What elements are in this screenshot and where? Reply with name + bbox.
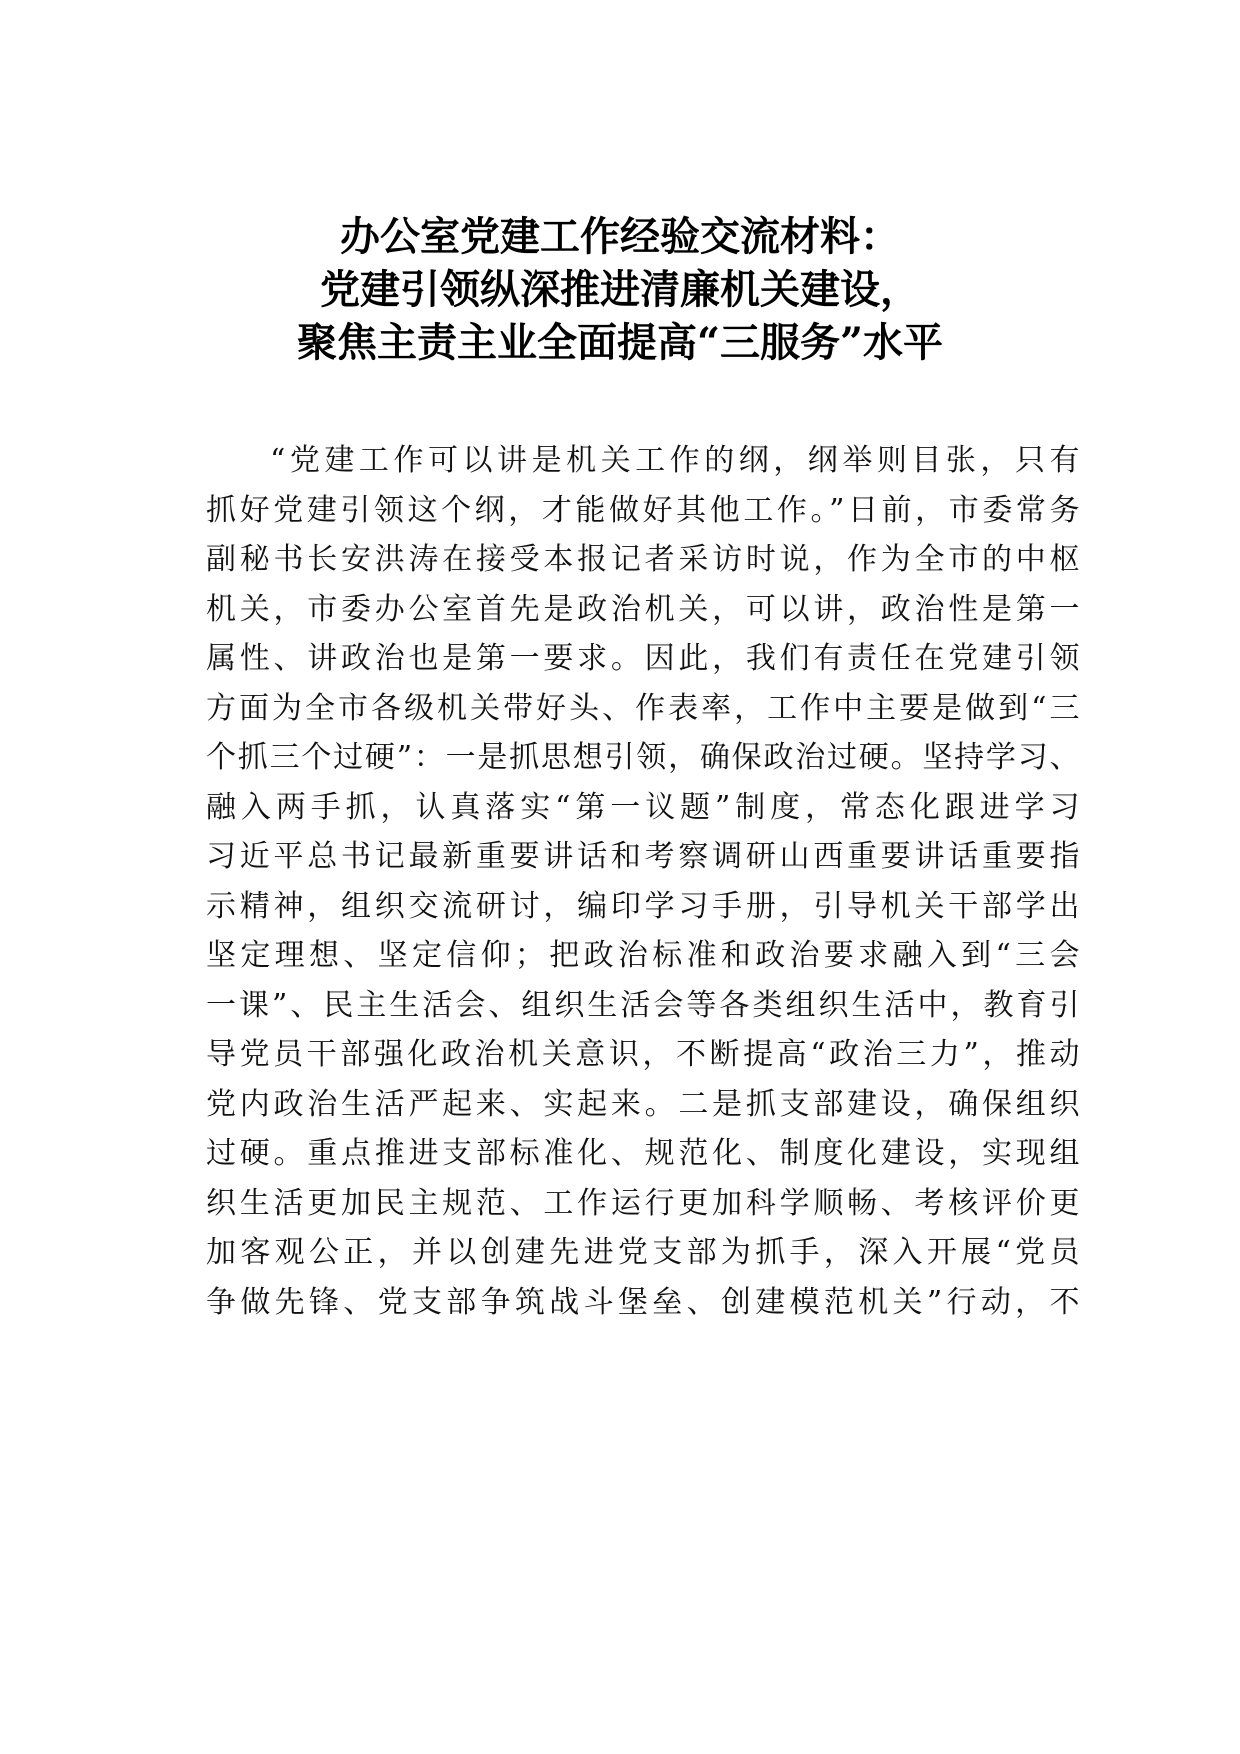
body-line: 融入两手抓，认真落实“第一议题”制度，常态化跟进学习 (206, 789, 1080, 825)
title-line-3: 聚焦主责主业全面提高“三服务”水平 (296, 319, 943, 366)
body-line: 机关，市委办公室首先是政治机关，可以讲，政治性是第一 (206, 591, 1080, 627)
body-line: 个抓三个过硬”：一是抓思想引领，确保政治过硬。坚持学习、 (206, 740, 1080, 775)
body-line: 示精神，组织交流研讨，编印学习手册，引导机关干部学出 (206, 888, 1080, 924)
body-line: 织生活更加民主规范、工作运行更加科学顺畅、考核评价更 (206, 1185, 1080, 1221)
body-line: 一课”、民主生活会、组织生活会等各类组织生活中，教育引 (206, 987, 1080, 1023)
body-line: 副秘书长安洪涛在接受本报记者采访时说，作为全市的中枢 (206, 542, 1080, 577)
body-line: 习近平总书记最新重要讲话和考察调研山西重要讲话重要指 (206, 839, 1080, 874)
document-title (200, 210, 1040, 369)
body-line: 过硬。重点推进支部标准化、规范化、制度化建设，实现组 (206, 1136, 1080, 1171)
body-line: 抓好党建引领这个纲，才能做好其他工作。”日前，市委常务 (206, 492, 1080, 528)
body-line: 坚定理想、坚定信仰；把政治标准和政治要求融入到“三会 (206, 938, 1080, 973)
title-line-1: 办公室党建工作经验交流材料： (340, 213, 900, 260)
body-line: 党内政治生活严起来、实起来。二是抓支部建设，确保组织 (206, 1086, 1080, 1122)
document-body (206, 436, 1080, 1327)
body-line: 争做先锋、党支部争筑战斗堡垒、创建模范机关”行动，不 (206, 1284, 1080, 1320)
body-line: 方面为全市各级机关带好头、作表率，工作中主要是做到“三 (206, 690, 1080, 726)
title-line-2: 党建引领纵深推进清廉机关建设， (320, 266, 920, 313)
body-line: “党建工作可以讲是机关工作的纲，纲举则目张，只有 (270, 443, 1080, 478)
body-line: 属性、讲政治也是第一要求。因此，我们有责任在党建引领 (206, 641, 1080, 676)
body-line: 导党员干部强化政治机关意识，不断提高“政治三力”，推动 (206, 1037, 1080, 1072)
body-line: 加客观公正，并以创建先进党支部为抓手，深入开展“党员 (206, 1235, 1080, 1270)
